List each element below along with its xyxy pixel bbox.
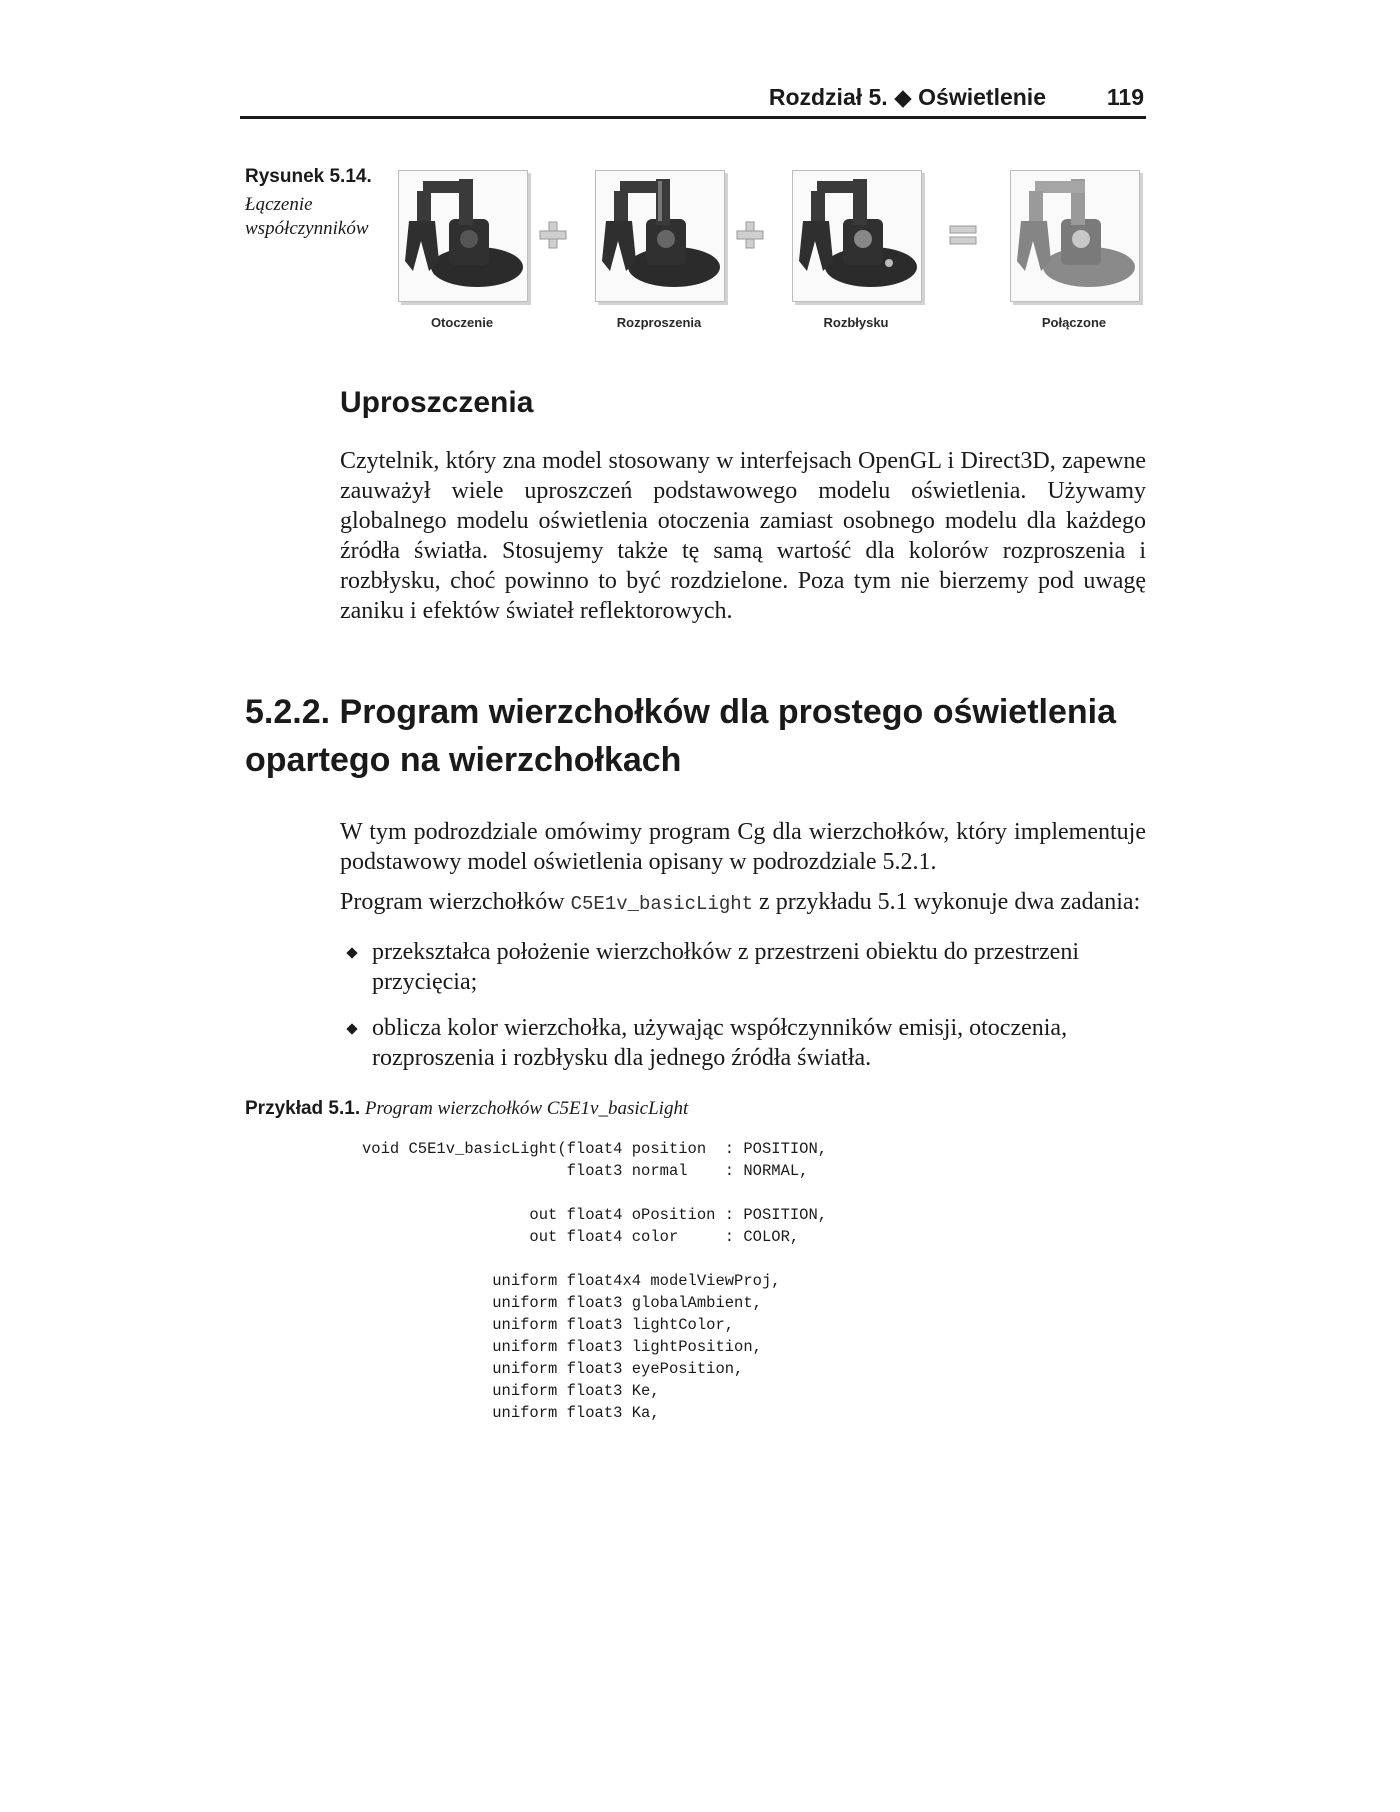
inline-code-program-name: C5E1v_basicLight — [570, 893, 754, 915]
figure-title: Łączenie współczynników — [245, 194, 369, 239]
diamond-bullet-icon — [346, 947, 357, 958]
list-item — [340, 1013, 1146, 1073]
figure-panel-combined — [1010, 170, 1140, 302]
paragraph-intro: W tym podrozdziale omówimy program Cg dla wierzchołków, który implementuje podstawowy model oświetlenia opisany w podrozdziale 5.2.1. — [340, 819, 1146, 875]
equals-icon — [948, 220, 978, 250]
paragraph-tasks-start: Program wierzchołków — [340, 889, 571, 915]
list-item-text: przekształca położenie wierzchołków z przestrzeni obiektu do przestrzeni przycięcia; — [372, 939, 1080, 995]
paragraph-tasks — [340, 887, 1146, 919]
panel-caption-combined: Połączone — [1041, 315, 1107, 330]
diamond-bullet-icon — [346, 1023, 357, 1034]
figure-panel-diffuse — [595, 170, 725, 302]
paragraph-tasks-end: z przykładu 5.1 wykonuje dwa zadania: — [753, 889, 1141, 915]
robot-arm-image — [1011, 171, 1139, 301]
panel-caption-ambient: Otoczenie — [430, 315, 494, 330]
figure-panel-ambient — [398, 170, 528, 302]
panel-caption-diffuse: Rozproszenia — [616, 315, 702, 330]
robot-arm-image — [596, 171, 724, 301]
plus-icon — [735, 220, 765, 250]
panel-caption-specular: Rozbłysku — [823, 315, 889, 330]
section-heading-522 — [245, 688, 1116, 784]
code-listing: void C5E1v_basicLight(float4 position : POSITION, float3 normal : NORMAL, out float4 oPosition : POSITION, out float4 color : COLOR, uniform float4x4 modelViewProj, uniform float3 globalAmbient, uniform float3 lightColor, uniform float3 lightPosition, uniform float3 eyePosition, uniform float3 Ke, uniform float3 Ka, — [362, 1140, 828, 1422]
example-label: Przykład 5.1. — [245, 1098, 361, 1119]
section-heading-simplifications: Uproszczenia — [340, 386, 534, 419]
list-item-text: oblicza kolor wierzchołka, używając współczynników emisji, otoczenia, rozproszenia i rozbłysku dla jednego źródła światła. — [372, 1015, 1068, 1071]
running-header — [240, 82, 1146, 119]
robot-arm-image — [399, 171, 527, 301]
chapter-title: Rozdział 5. ◆ Oświetlenie — [768, 84, 1046, 110]
section-heading-line-1: 5.2.2. Program wierzchołków dla prostego oświetlenia — [245, 693, 1117, 731]
section-heading-line-2: opartego na wierzchołkach — [245, 741, 682, 779]
figure-label: Rysunek 5.14. — [245, 166, 372, 187]
list-item — [340, 937, 1146, 997]
paragraph-simplifications: Czytelnik, który zna model stosowany w interfejsach OpenGL i Direct3D, zapewne zauważył wiele uproszczeń podstawowego modelu oświetlenia. Używamy globalnego modelu oświetlenia otoczenia zamiast osobnego modelu dla każdego źródła światła. Stosujemy także tę samą wartość dla kolorów rozproszenia i rozbłysku, choć powinno to być rozdzielone. Poza tym nie bierzemy pod uwagę zaniku i efektów świateł reflektorowych. — [340, 448, 1146, 624]
example-caption — [245, 1098, 688, 1120]
plus-icon — [538, 220, 568, 250]
example-title: Program wierzchołków C5E1v_basicLight — [364, 1098, 689, 1119]
page-number: 119 — [1106, 84, 1144, 110]
figure-panel-specular — [792, 170, 922, 302]
robot-arm-image — [793, 171, 921, 301]
task-list — [340, 937, 1146, 1089]
